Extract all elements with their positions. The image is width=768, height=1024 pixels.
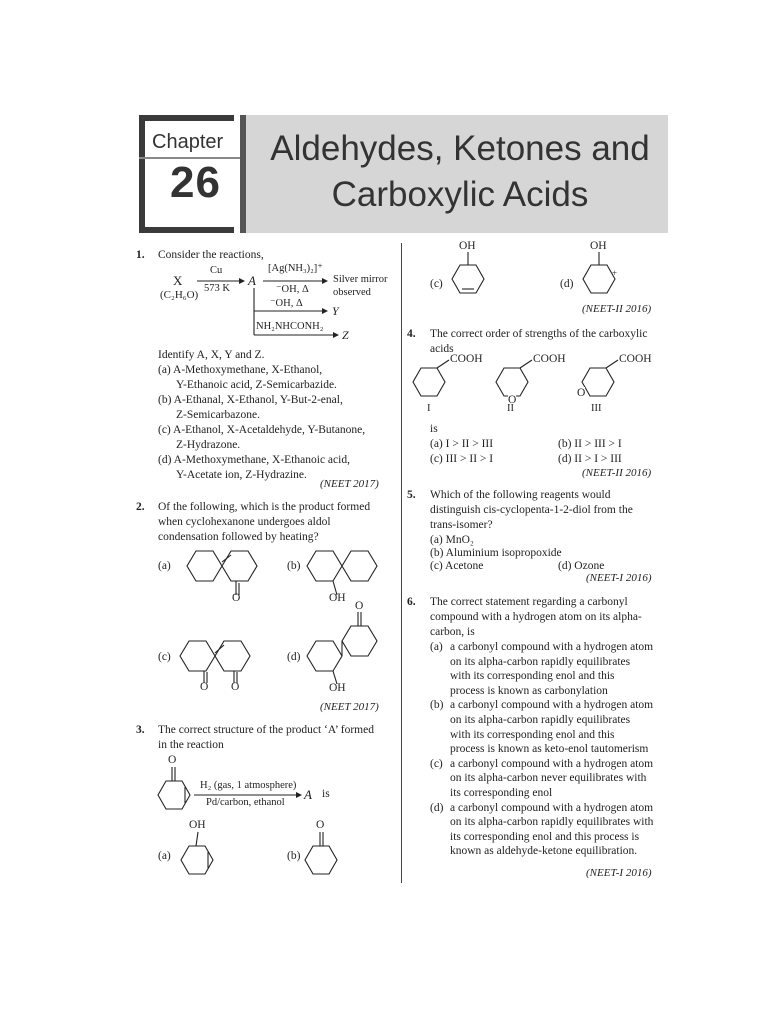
q3-catalyst: Pd/carbon, ethanol xyxy=(206,797,285,808)
q6-a-line2: on its alpha-carbon rapidly equilibrates xyxy=(450,655,631,668)
q3-start-o: O xyxy=(168,754,177,766)
q4-option-b: (b) II > III > I xyxy=(558,438,622,450)
q1-tollens: [Ag(NH₃)₂]⁺ xyxy=(268,263,323,274)
chapter-bracket-bottom xyxy=(139,227,234,233)
q5-stem-line2: distinguish cis-cyclopenta-1-2-diol from the xyxy=(430,504,633,516)
q6-b-line3: with its corresponding enol and this xyxy=(450,728,615,741)
q2-opt-d-label: (d) xyxy=(287,651,301,663)
q2-source: (NEET 2017) xyxy=(320,701,379,713)
q6-d-line2: on its alpha-carbon rapidly equilibrates with xyxy=(450,816,654,829)
chapter-number: 26 xyxy=(170,158,221,207)
q4-cooh-ii: COOH xyxy=(533,353,566,365)
q1-source: (NEET 2017) xyxy=(320,478,379,490)
q1-option-d-cont: Y-Acetate ion, Z-Hydrazine. xyxy=(176,469,307,481)
q4-stem-line2: acids xyxy=(430,343,454,355)
q4-cooh-iii: COOH xyxy=(619,353,652,365)
q6-d-line3: its corresponding enol and this process is xyxy=(450,830,640,843)
q5-option-d: (d) Ozone xyxy=(558,560,605,572)
chapter-title-line1: Aldehydes, Ketones and xyxy=(270,129,650,168)
q3d-ring xyxy=(583,265,618,293)
q2-opt-b-label: (b) xyxy=(287,560,301,572)
q4-source: (NEET-II 2016) xyxy=(582,467,652,479)
q3-stem xyxy=(158,723,394,753)
chapter-title-line2: Carboxylic Acids xyxy=(331,175,589,214)
q6-option-b-label: (b) xyxy=(430,699,444,712)
q1-stem: Consider the reactions, xyxy=(158,249,264,261)
q4-acid-iii-ring xyxy=(582,368,614,396)
q3d-plus: + xyxy=(612,268,618,278)
q5-number: 5. xyxy=(407,489,416,501)
q2d-o: O xyxy=(355,600,364,612)
q1-option-c: (c) A-Ethanol, X-Acetaldehyde, Y-Butanone, xyxy=(158,424,366,436)
q6-option-d-label: (d) xyxy=(430,801,444,814)
q1-option-b-cont: Z-Semicarbazone. xyxy=(176,409,260,421)
q5-option-a: (a) MnO₂ xyxy=(430,534,474,546)
q1-option-a: (a) A-Methoxymethane, X-Ethanol, xyxy=(158,364,323,376)
q3d-oh: OH xyxy=(590,240,607,252)
q1-number: 1. xyxy=(136,249,145,261)
q6-stem-line2: compound with a hydrogen atom on its alpha- xyxy=(430,611,642,623)
q3a-oh: OH xyxy=(189,819,206,831)
q2c-ring-1 xyxy=(180,641,215,671)
q6-option-b xyxy=(430,698,670,756)
q3-stem-line1: The correct structure of the product ‘A’ formed xyxy=(158,724,374,736)
chapter-label: Chapter xyxy=(152,131,224,153)
q2a-ring-2 xyxy=(222,551,257,581)
q1-cu: Cu xyxy=(210,265,223,276)
q1-silver-1: Silver mirror xyxy=(333,274,388,285)
q1-cond: ⁻OH, Δ xyxy=(276,284,309,295)
q5-stem-line3: trans-isomer? xyxy=(430,519,493,531)
q6-option-d xyxy=(430,801,670,859)
q6-c-line1: a carbonyl compound with a hydrogen atom xyxy=(450,757,654,770)
q2c-ring-2 xyxy=(215,641,250,671)
q1-x-formula: (C₂H₆O) xyxy=(160,289,199,301)
q6-stem-line3: carbon, is xyxy=(430,626,475,638)
q6-option-a-label: (a) xyxy=(430,641,443,653)
q6-stem xyxy=(430,595,666,640)
q2b-oh: OH xyxy=(329,592,346,604)
q3b-ring xyxy=(305,846,337,874)
q6-option-c xyxy=(430,757,670,801)
q1-oh-delta: ⁻OH, Δ xyxy=(270,298,303,309)
q2c-double-bond xyxy=(215,645,224,653)
q2d-oh: OH xyxy=(329,682,346,694)
chapter-bracket-top xyxy=(139,115,234,121)
q1-option-d: (d) A-Methoxymethane, X-Ethanoic acid, xyxy=(158,454,350,466)
chapter-bracket-left xyxy=(139,115,145,233)
q1-x: X xyxy=(173,273,183,288)
q2-opt-c-label: (c) xyxy=(158,651,171,663)
q2a-double-bond xyxy=(222,555,231,562)
q3-reagent: H₂ (gas, 1 atmosphere) xyxy=(200,780,297,791)
q1-z: Z xyxy=(342,328,349,342)
q6-c-line2: on its alpha-carbon never equilibrates with xyxy=(450,772,647,785)
q4-structures xyxy=(0,0,1,1)
q5-option-b: (b) Aluminium isopropoxide xyxy=(430,547,562,559)
q1-option-b: (b) A-Ethanal, X-Ethanol, Y-But-2-enal, xyxy=(158,394,343,406)
q3a-oh-bond xyxy=(196,832,198,846)
q5-stem-line1: Which of the following reagents would xyxy=(430,489,611,501)
q2c-o2: O xyxy=(231,681,240,693)
q3-product: A xyxy=(304,787,312,802)
q4-acid-i-ring xyxy=(413,368,445,396)
q4-label-i: I xyxy=(427,403,431,414)
q1-prompt: Identify A, X, Y and Z. xyxy=(158,349,265,361)
q4-ring-o-ii: O xyxy=(508,394,517,406)
q6-a-line3: with its corresponding enol and this xyxy=(450,670,615,683)
q2b-ring-2 xyxy=(342,551,377,581)
q3b-o: O xyxy=(316,819,325,831)
chapter-title xyxy=(255,126,665,218)
q1-silver-2: observed xyxy=(333,287,371,298)
q1-a: A xyxy=(248,273,256,288)
column-divider xyxy=(401,243,402,883)
q4-number: 4. xyxy=(407,328,416,340)
q6-b-line4: process is known as keto-enol tautomerism xyxy=(450,743,649,756)
q1-option-a-cont: Y-Ethanoic acid, Z-Semicarbazide. xyxy=(176,379,337,391)
q2-stem-line3: condensation followed by heating? xyxy=(158,531,319,543)
q4-acid-ii-ring xyxy=(496,368,528,396)
q3-stem-line2: in the reaction xyxy=(158,739,224,751)
q2a-ring-1 xyxy=(187,551,222,581)
q6-option-c-label: (c) xyxy=(430,757,443,770)
q3-opt-a-label: (a) xyxy=(158,850,171,862)
q4-is: is xyxy=(430,423,438,435)
q3-source: (NEET-II 2016) xyxy=(582,303,652,315)
q5-option-c: (c) Acetone xyxy=(430,560,484,572)
q1-temp: 573 K xyxy=(204,283,230,294)
q2b-ring-1 xyxy=(307,551,342,581)
q3c-oh: OH xyxy=(459,240,476,252)
q3-opt-b-label: (b) xyxy=(287,850,301,862)
q4-cooh-i: COOH xyxy=(450,353,483,365)
q6-b-line2: on its alpha-carbon rapidly equilibrates xyxy=(450,713,631,726)
q5-source: (NEET-I 2016) xyxy=(586,572,652,584)
q3-opt-c-label: (c) xyxy=(430,278,443,290)
q6-option-a xyxy=(430,640,670,698)
q6-a-line4: process is known as carbonylation xyxy=(450,684,608,697)
q4-stem-line1: The correct order of strengths of the carboxylic xyxy=(430,328,648,340)
q6-options xyxy=(430,640,670,859)
q6-d-line1: a carbonyl compound with a hydrogen atom xyxy=(450,801,654,814)
q2-stem-line2: when cyclohexanone undergoes aldol xyxy=(158,516,331,528)
q4-option-c: (c) III > II > I xyxy=(430,453,494,465)
q4-label-ii: II xyxy=(507,403,514,414)
q2a-o: O xyxy=(232,592,241,604)
q6-a-line1: a carbonyl compound with a hydrogen atom xyxy=(450,641,654,653)
q4-option-a: (a) I > II > III xyxy=(430,438,494,450)
q4-ring-o-iii: O xyxy=(577,387,586,399)
chapter-bracket-right xyxy=(240,115,246,233)
q2-number: 2. xyxy=(136,501,145,513)
q2d-ring-2 xyxy=(342,626,377,656)
q1-option-c-cont: Z-Hydrazone. xyxy=(176,439,241,451)
q2-opt-a-label: (a) xyxy=(158,560,171,572)
q6-d-line4: known as aldehyde-ketone equilibration. xyxy=(450,845,638,858)
q2c-o1: O xyxy=(200,681,209,693)
q4-label-iii: III xyxy=(591,403,602,414)
q6-c-line3: its corresponding enol xyxy=(450,786,553,799)
q1-y: Y xyxy=(332,304,339,318)
q1-semicarb: NH₂NHCONH₂ xyxy=(256,321,324,332)
q1-options xyxy=(158,363,398,483)
q2d-ring-1 xyxy=(307,641,342,671)
q3-number: 3. xyxy=(136,724,145,736)
q3-is: is xyxy=(322,788,330,800)
q4-option-d: (d) II > I > III xyxy=(558,453,622,465)
q6-stem-line1: The correct statement regarding a carbonyl xyxy=(430,596,628,608)
q6-number: 6. xyxy=(407,596,416,608)
q2-stem-line1: Of the following, which is the product formed xyxy=(158,501,371,513)
q5-stem xyxy=(430,488,666,533)
q6-source: (NEET-I 2016) xyxy=(586,867,652,879)
q6-b-line1: a carbonyl compound with a hydrogen atom xyxy=(450,699,654,712)
q3-opt-d-label: (d) xyxy=(560,278,574,290)
q2-stem xyxy=(158,500,394,545)
